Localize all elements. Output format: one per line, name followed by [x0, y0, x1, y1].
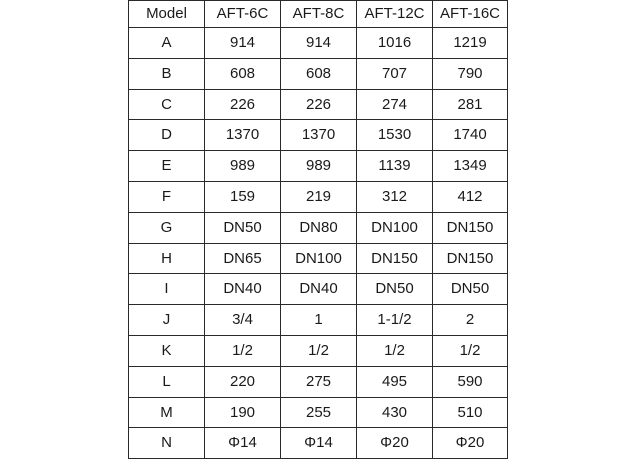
table-cell: 281 [433, 89, 508, 120]
row-label: M [129, 397, 205, 428]
table-cell: DN100 [357, 212, 433, 243]
row-label: J [129, 305, 205, 336]
table-cell: 3/4 [205, 305, 281, 336]
row-label: G [129, 212, 205, 243]
table-row [129, 397, 508, 428]
row-label: I [129, 274, 205, 305]
table-cell: 2 [433, 305, 508, 336]
table-header-row [129, 1, 508, 28]
table-row [129, 274, 508, 305]
table-cell: Φ20 [357, 428, 433, 459]
table-row [129, 89, 508, 120]
table-cell: 1-1/2 [357, 305, 433, 336]
table-cell: 1740 [433, 120, 508, 151]
table-cell: 219 [281, 181, 357, 212]
table-cell: 430 [357, 397, 433, 428]
table-cell: 274 [357, 89, 433, 120]
table-cell: Φ20 [433, 428, 508, 459]
table-cell: DN50 [433, 274, 508, 305]
table-cell: 1/2 [281, 335, 357, 366]
header-cell-model: Model [129, 1, 205, 28]
table-cell: DN50 [205, 212, 281, 243]
table-cell: 1139 [357, 151, 433, 182]
row-label: L [129, 366, 205, 397]
header-cell-aft-16c: AFT-16C [433, 1, 508, 28]
table-cell: Φ14 [205, 428, 281, 459]
table-cell: 608 [205, 58, 281, 89]
row-label: B [129, 58, 205, 89]
table-cell: 1349 [433, 151, 508, 182]
table-row [129, 28, 508, 59]
table-cell: DN50 [357, 274, 433, 305]
table-cell: 412 [433, 181, 508, 212]
table-cell: 1016 [357, 28, 433, 59]
table-cell: 312 [357, 181, 433, 212]
row-label: C [129, 89, 205, 120]
table-row [129, 181, 508, 212]
table-cell: 707 [357, 58, 433, 89]
table-cell: 255 [281, 397, 357, 428]
table-row [129, 305, 508, 336]
table-cell: 1/2 [433, 335, 508, 366]
table-cell: 914 [205, 28, 281, 59]
table-cell: 159 [205, 181, 281, 212]
table-cell: 190 [205, 397, 281, 428]
table-cell: DN65 [205, 243, 281, 274]
table-cell: 1219 [433, 28, 508, 59]
table-cell: 1530 [357, 120, 433, 151]
table-cell: DN100 [281, 243, 357, 274]
table-row [129, 58, 508, 89]
row-label: K [129, 335, 205, 366]
table-cell: 226 [205, 89, 281, 120]
table-cell: 1 [281, 305, 357, 336]
table-cell: 275 [281, 366, 357, 397]
table-cell: 790 [433, 58, 508, 89]
table-cell: 1/2 [357, 335, 433, 366]
table-row [129, 151, 508, 182]
table-cell: 510 [433, 397, 508, 428]
header-cell-aft-6c: AFT-6C [205, 1, 281, 28]
row-label: D [129, 120, 205, 151]
table-cell: 495 [357, 366, 433, 397]
table-cell: DN40 [205, 274, 281, 305]
table-row [129, 428, 508, 459]
table-cell: DN150 [433, 212, 508, 243]
table-cell: 1/2 [205, 335, 281, 366]
row-label: H [129, 243, 205, 274]
row-label: A [129, 28, 205, 59]
table-cell: 590 [433, 366, 508, 397]
header-cell-aft-12c: AFT-12C [357, 1, 433, 28]
table-cell: 989 [205, 151, 281, 182]
row-label: E [129, 151, 205, 182]
table-cell: 226 [281, 89, 357, 120]
table-cell: 1370 [205, 120, 281, 151]
table-row [129, 120, 508, 151]
row-label: N [129, 428, 205, 459]
table-cell: 914 [281, 28, 357, 59]
table-cell: DN150 [433, 243, 508, 274]
row-label: F [129, 181, 205, 212]
table-cell: DN40 [281, 274, 357, 305]
table-cell: DN80 [281, 212, 357, 243]
table-cell: Φ14 [281, 428, 357, 459]
table-cell: 989 [281, 151, 357, 182]
header-cell-aft-8c: AFT-8C [281, 1, 357, 28]
table-cell: 608 [281, 58, 357, 89]
table-cell: 220 [205, 366, 281, 397]
table-row [129, 335, 508, 366]
table-row [129, 212, 508, 243]
table-row [129, 366, 508, 397]
table-row [129, 243, 508, 274]
table-cell: DN150 [357, 243, 433, 274]
table-cell: 1370 [281, 120, 357, 151]
dimension-table [128, 0, 508, 459]
